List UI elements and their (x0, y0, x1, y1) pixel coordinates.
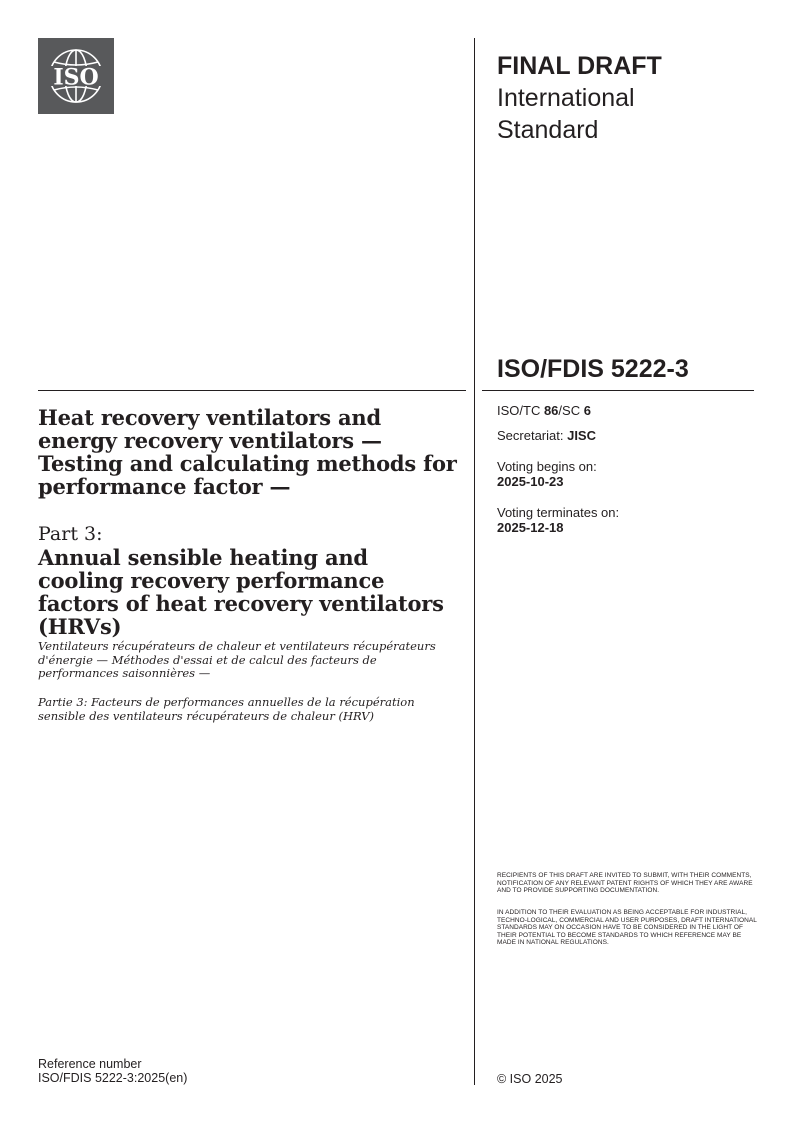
stage-line-2: International (497, 84, 635, 112)
evaluation-notice: IN ADDITION TO THEIR EVALUATION AS BEING ACCEPTABLE FOR INDUSTRIAL, TECHNO-LOGICAL, COMMERCIAL AND USER PURPOSES, DRAFT INTERNATIONAL STANDARDS MAY ON OCCASION HAVE TO BE CONSIDERED IN THE LIGHT OF THEIR POTENTIAL TO BECOME STANDARDS TO WHICH REFERENCE MAY BE MADE IN NATIONAL REGULATIONS. (497, 909, 757, 947)
reference-value: ISO/FDIS 5222-3:2025(en) (38, 1071, 188, 1085)
patent-notice: RECIPIENTS OF THIS DRAFT ARE INVITED TO SUBMIT, WITH THEIR COMMENTS, NOTIFICATION OF ANY RELEVANT PATENT RIGHTS OF WHICH THEY ARE AWARE AND TO PROVIDE SUPPORTING DOCUMENTATION. (497, 872, 753, 895)
secretariat (497, 428, 757, 443)
voting-begins (497, 459, 757, 489)
voting-terminates (497, 505, 757, 535)
left-horizontal-rule (38, 390, 466, 391)
part-label: Part 3: (38, 523, 103, 545)
committee-tc: 86 (543, 403, 559, 418)
french-title: Ventilateurs récupérateurs de chaleur et ventilateurs récupérateurs d'énergie — Méthodes d'essai et de calcul des facteurs de performances saisonnières — (38, 639, 436, 680)
secretariat-label: Secretariat: (497, 428, 568, 443)
french-part-title: Partie 3: Facteurs de performances annuelles de la récupération sensible des ventilateurs récupérateurs de chaleur (HRV) (38, 695, 415, 723)
copyright: © ISO 2025 (497, 1072, 563, 1086)
vertical-divider (474, 38, 475, 1085)
iso-logo (38, 38, 114, 114)
document-number: ISO/FDIS 5222-3 (497, 355, 689, 383)
right-horizontal-rule (482, 390, 754, 391)
stage-line-1: FINAL DRAFT (497, 52, 662, 80)
voting-terminates-label: Voting terminates on: (497, 505, 620, 520)
voting-terminates-date: 2025-12-18 (497, 520, 564, 535)
part-title: Annual sensible heating and cooling recovery performance factors of heat recovery ventilators (HRVs) (38, 545, 444, 639)
logo-text: ISO (53, 64, 99, 91)
committee-prefix: ISO/TC (497, 403, 544, 418)
committee (497, 403, 757, 418)
secretariat-value: JISC (567, 428, 596, 443)
voting-begins-label: Voting begins on: (497, 459, 597, 474)
reference-number (38, 1057, 187, 1085)
document-title: Heat recovery ventilators and energy recovery ventilators — Testing and calculating methods for performance factor — (38, 405, 457, 499)
voting-begins-date: 2025-10-23 (497, 474, 564, 489)
globe-icon (38, 38, 114, 114)
stage-line-3: Standard (497, 116, 599, 144)
reference-label: Reference number (38, 1057, 142, 1071)
committee-sc: 6 (583, 403, 591, 418)
document-stage (497, 50, 757, 146)
committee-mid: /SC (558, 403, 584, 418)
